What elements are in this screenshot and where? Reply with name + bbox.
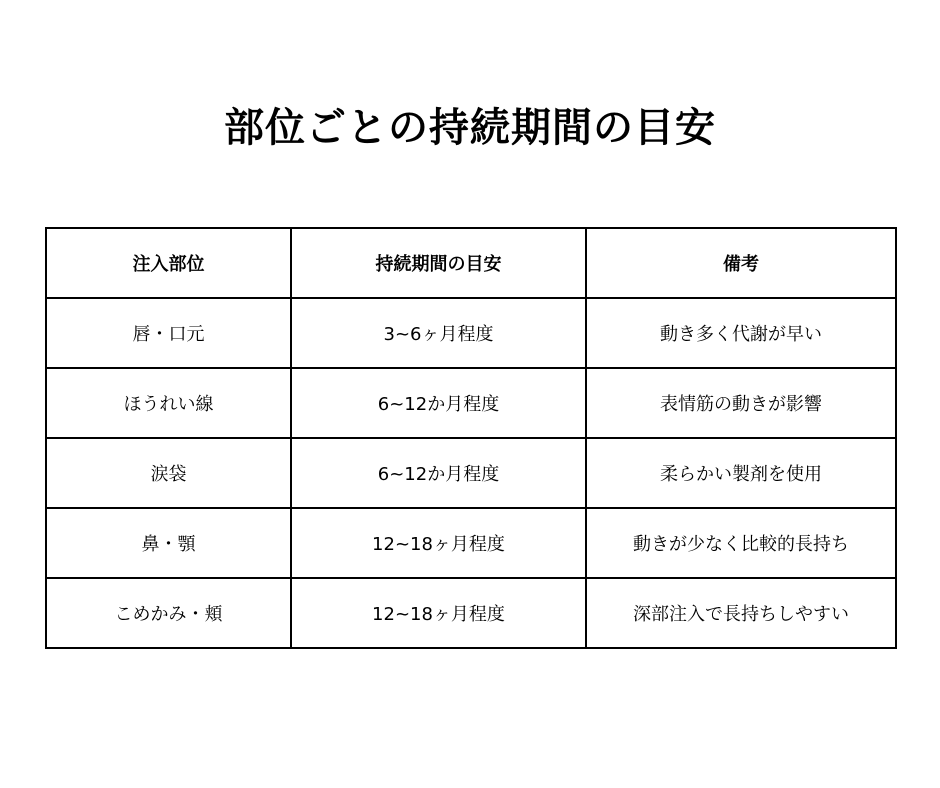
cell-notes: 柔らかい製剤を使用 (586, 438, 896, 508)
cell-duration: 12~18ヶ月程度 (291, 578, 586, 648)
header-duration: 持続期間の目安 (291, 228, 586, 298)
table-row (46, 298, 896, 368)
cell-notes: 深部注入で長持ちしやすい (586, 578, 896, 648)
cell-duration: 12~18ヶ月程度 (291, 508, 586, 578)
table-row (46, 368, 896, 438)
cell-injection-site: 唇・口元 (46, 298, 291, 368)
cell-injection-site: 涙袋 (46, 438, 291, 508)
cell-notes: 動き多く代謝が早い (586, 298, 896, 368)
table-header-row (46, 228, 896, 298)
duration-table (45, 227, 897, 649)
cell-notes: 動きが少なく比較的長持ち (586, 508, 896, 578)
cell-injection-site: こめかみ・頬 (46, 578, 291, 648)
cell-duration: 6~12か月程度 (291, 368, 586, 438)
page-title: 部位ごとの持続期間の目安 (224, 105, 716, 151)
table-row (46, 508, 896, 578)
header-notes: 備考 (586, 228, 896, 298)
cell-duration: 6~12か月程度 (291, 438, 586, 508)
cell-injection-site: ほうれい線 (46, 368, 291, 438)
table-row (46, 578, 896, 648)
cell-notes: 表情筋の動きが影響 (586, 368, 896, 438)
header-injection-site: 注入部位 (46, 228, 291, 298)
cell-injection-site: 鼻・顎 (46, 508, 291, 578)
cell-duration: 3~6ヶ月程度 (291, 298, 586, 368)
table-row (46, 438, 896, 508)
